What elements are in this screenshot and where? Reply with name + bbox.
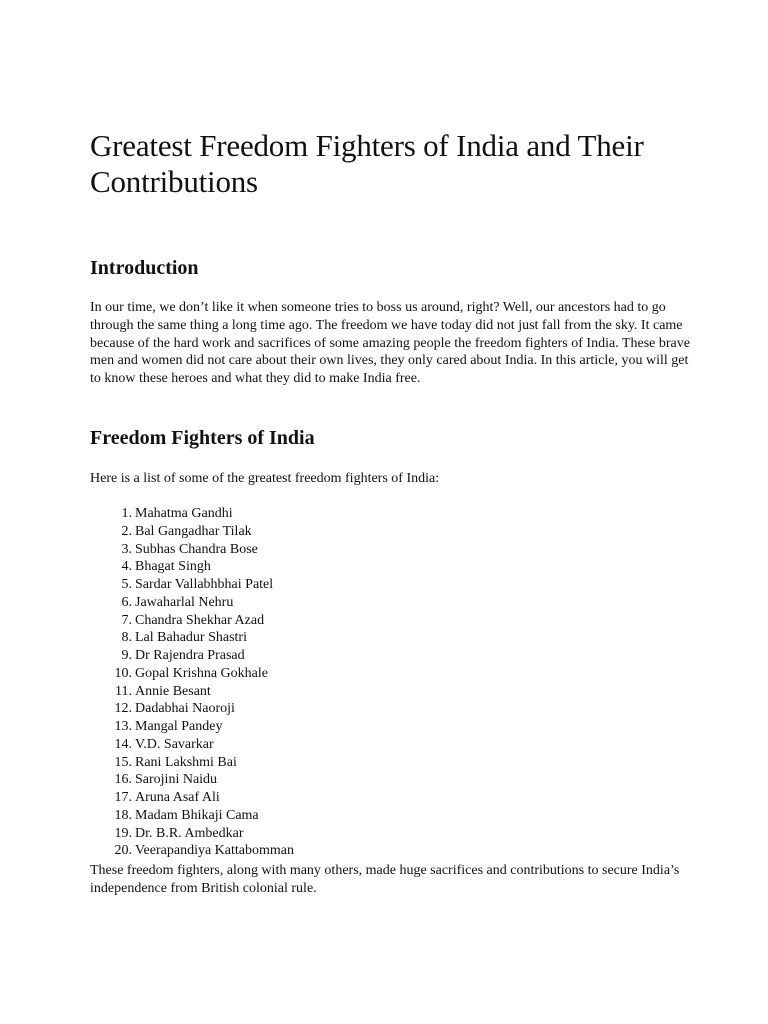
document-title: Greatest Freedom Fighters of India and Their Contributions: [90, 128, 644, 199]
list-item-name: Subhas Chandra Bose: [135, 541, 258, 557]
introduction-heading: Introduction: [90, 257, 199, 279]
list-item-name: Lal Bahadur Shastri: [135, 630, 247, 646]
list-item-number: 3.: [121, 541, 132, 557]
closing-paragraph: These freedom fighters, along with many others, made huge sacrifices and contributions to secure India’s independence from British colonial rule.: [90, 863, 680, 896]
list-item-number: 1.: [121, 506, 132, 521]
list-item-number: 18.: [114, 807, 132, 823]
list-item-name: Veerapandiya Kattabomman: [135, 843, 294, 859]
introduction-paragraph: In our time, we don’t like it when someone tries to boss us around, right? Well, our ancestors had to go through the same thing a long time ago. The freedom we have today did not just fall from the sky. It came because of the hard work and sacrifices of some amazing people the freedom fighters of India. These brave men and women did not care about their own lives, they only cared about India. In this article, you will get to know these heroes and what they did to make India free.: [90, 300, 690, 387]
list-item-name: Madam Bhikaji Cama: [135, 807, 259, 823]
list-item-name: V.D. Savarkar: [135, 736, 214, 752]
list-item-number: 8.: [121, 630, 132, 646]
list-item-number: 19.: [114, 825, 132, 841]
list-item-number: 17.: [114, 790, 132, 805]
list-item-number: 5.: [121, 577, 132, 592]
list-item-number: 7.: [121, 612, 132, 628]
list-item-number: 13.: [114, 719, 132, 734]
list-item-number: 4.: [121, 559, 132, 575]
list-intro-text: Here is a list of some of the greatest freedom fighters of India:: [90, 471, 440, 486]
list-item-name: Dadabhai Naoroji: [135, 701, 235, 717]
list-item-name: Sardar Vallabhbhai Patel: [135, 577, 274, 592]
list-item-name: Bhagat Singh: [135, 559, 211, 575]
list-item-number: 14.: [114, 736, 132, 752]
list-item-number: 20.: [114, 843, 132, 859]
list-item-name: Dr Rajendra Prasad: [135, 648, 245, 663]
list-item-name: Aruna Asaf Ali: [135, 790, 220, 805]
list-item-name: Gopal Krishna Gokhale: [135, 665, 268, 681]
list-item-number: 16.: [114, 772, 132, 788]
list-item-number: 11.: [115, 683, 132, 699]
freedom-fighters-heading: Freedom Fighters of India: [90, 427, 315, 449]
list-item-name: Dr. B.R. Ambedkar: [135, 825, 244, 841]
list-item-number: 10.: [114, 665, 132, 681]
list-item-name: Jawaharlal Nehru: [135, 594, 234, 610]
list-item-number: 15.: [114, 754, 132, 770]
list-item-name: Mahatma Gandhi: [135, 506, 233, 521]
list-item-number: 12.: [114, 701, 132, 717]
list-item-number: 2.: [121, 523, 132, 539]
list-item-number: 9.: [121, 648, 132, 663]
list-item-name: Rani Lakshmi Bai: [135, 754, 237, 770]
list-item-name: Mangal Pandey: [135, 719, 223, 734]
list-item-name: Chandra Shekhar Azad: [135, 612, 265, 628]
list-item-name: Sarojini Naidu: [135, 772, 218, 788]
list-item-name: Annie Besant: [135, 683, 211, 699]
list-item-number: 6.: [121, 594, 132, 610]
list-item-name: Bal Gangadhar Tilak: [135, 523, 252, 539]
